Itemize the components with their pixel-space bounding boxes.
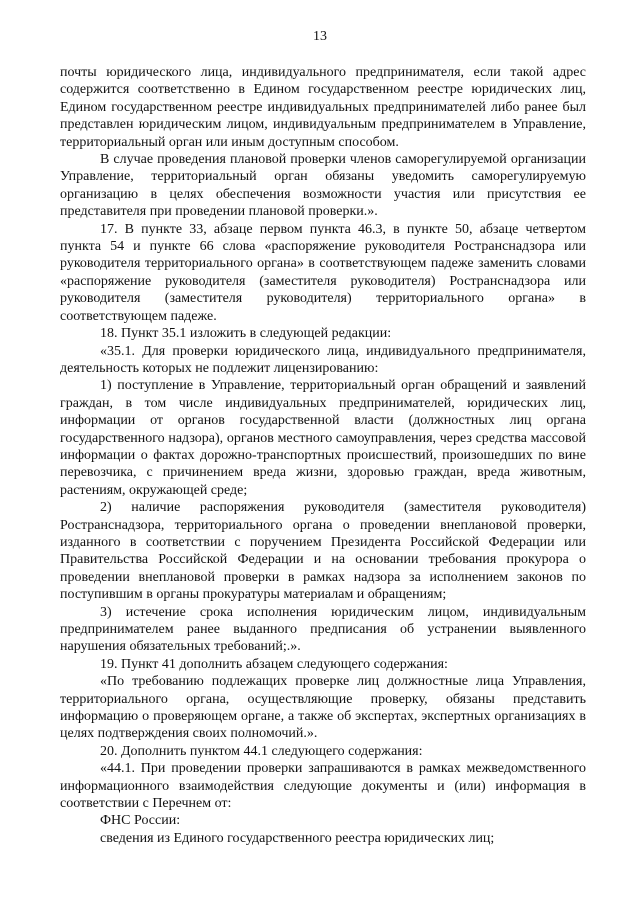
paragraph-14: сведения из Единого государственного реестра юридических лиц; bbox=[100, 830, 495, 846]
paragraph-12: «44.1. При проведении проверки запрашиваются в рамках межведомственного информационного взаимодействия следующие документы и (или) информация в соответствии с Перечнем от: bbox=[60, 761, 586, 812]
paragraph-13: ФНС России: bbox=[100, 813, 181, 829]
paragraph-3: 17. В пункте 33, абзаце первом пункта 46.3, в пункте 50, абзаце четвертом пункта 54 и пункте 66 слова «распоряжение руководителя Ространснадзора или руководителя территориального органа» в соответствующем падеже заменить словами «распоряжение руководителя (заместителя руководителя) Ространснадзора или руководителя (заместителя руководителя) территориального органа» в соответствующем падеже. bbox=[60, 221, 586, 324]
paragraph-8: 3) истечение срока исполнения юридическим лицом, индивидуальным предпринимателем ранее выданного предписания об устранении выявленного нарушения обязательных требований;.». bbox=[60, 604, 586, 655]
paragraph-9: 19. Пункт 41 дополнить абзацем следующего содержания: bbox=[100, 656, 448, 672]
paragraph-2: В случае проведения плановой проверки членов саморегулируемой организации Управление, территориальный орган обязаны уведомить саморегулируемую организацию в целях обеспечения возможности участия или присутствия ее представителя при проведении плановой проверки.». bbox=[60, 152, 586, 220]
paragraph-5: «35.1. Для проверки юридического лица, индивидуального предпринимателя, деятельность которых не подлежит лицензированию: bbox=[60, 343, 586, 376]
document-body bbox=[60, 64, 586, 847]
paragraph-10: «По требованию подлежащих проверке лиц должностные лица Управления, территориального органа, осуществляющие проверку, обязаны представить информацию о проверяющем органе, а также об экспертах, экспертных организациях в целях подтверждения своих полномочий.». bbox=[60, 674, 586, 742]
page-number: 13 bbox=[313, 29, 327, 44]
paragraph-1: почты юридического лица, индивидуального предпринимателя, если такой адрес содержится соответственно в Едином государственном реестре юридических лиц, Едином государственном реестре индивидуальных предпринимателей либо ранее был представлен юридическим лицом, индивидуальным предпринимателем в Управление, территориальный орган или иным доступным способом. bbox=[60, 65, 586, 150]
paragraph-7: 2) наличие распоряжения руководителя (заместителя руководителя) Ространснадзора, территориального органа о проведении внеплановой проверки, изданного в соответствии с поручением Президента Российской Федерации или Правительства Российской Федерации и на основании требования прокурора о проведении внеплановой проверки в рамках надзора за исполнением законов по поступившим в органы прокуратуры материалам и обращениям; bbox=[60, 500, 586, 603]
paragraph-6: 1) поступление в Управление, территориальный орган обращений и заявлений граждан, в том числе индивидуальных предпринимателей, юридических лиц, информации от органов государственной власти (должностных лиц органа государственного надзора), органов местного самоуправления, через средства массовой информации о фактах дорожно-транспортных происшествий, произошедших по вине перевозчика, с причинением вреда жизни, здоровью граждан, вреда животным, растениям, окружающей среде; bbox=[60, 378, 586, 498]
paragraph-4: 18. Пункт 35.1 изложить в следующей редакции: bbox=[100, 326, 392, 342]
paragraph-11: 20. Дополнить пунктом 44.1 следующего содержания: bbox=[100, 743, 423, 759]
